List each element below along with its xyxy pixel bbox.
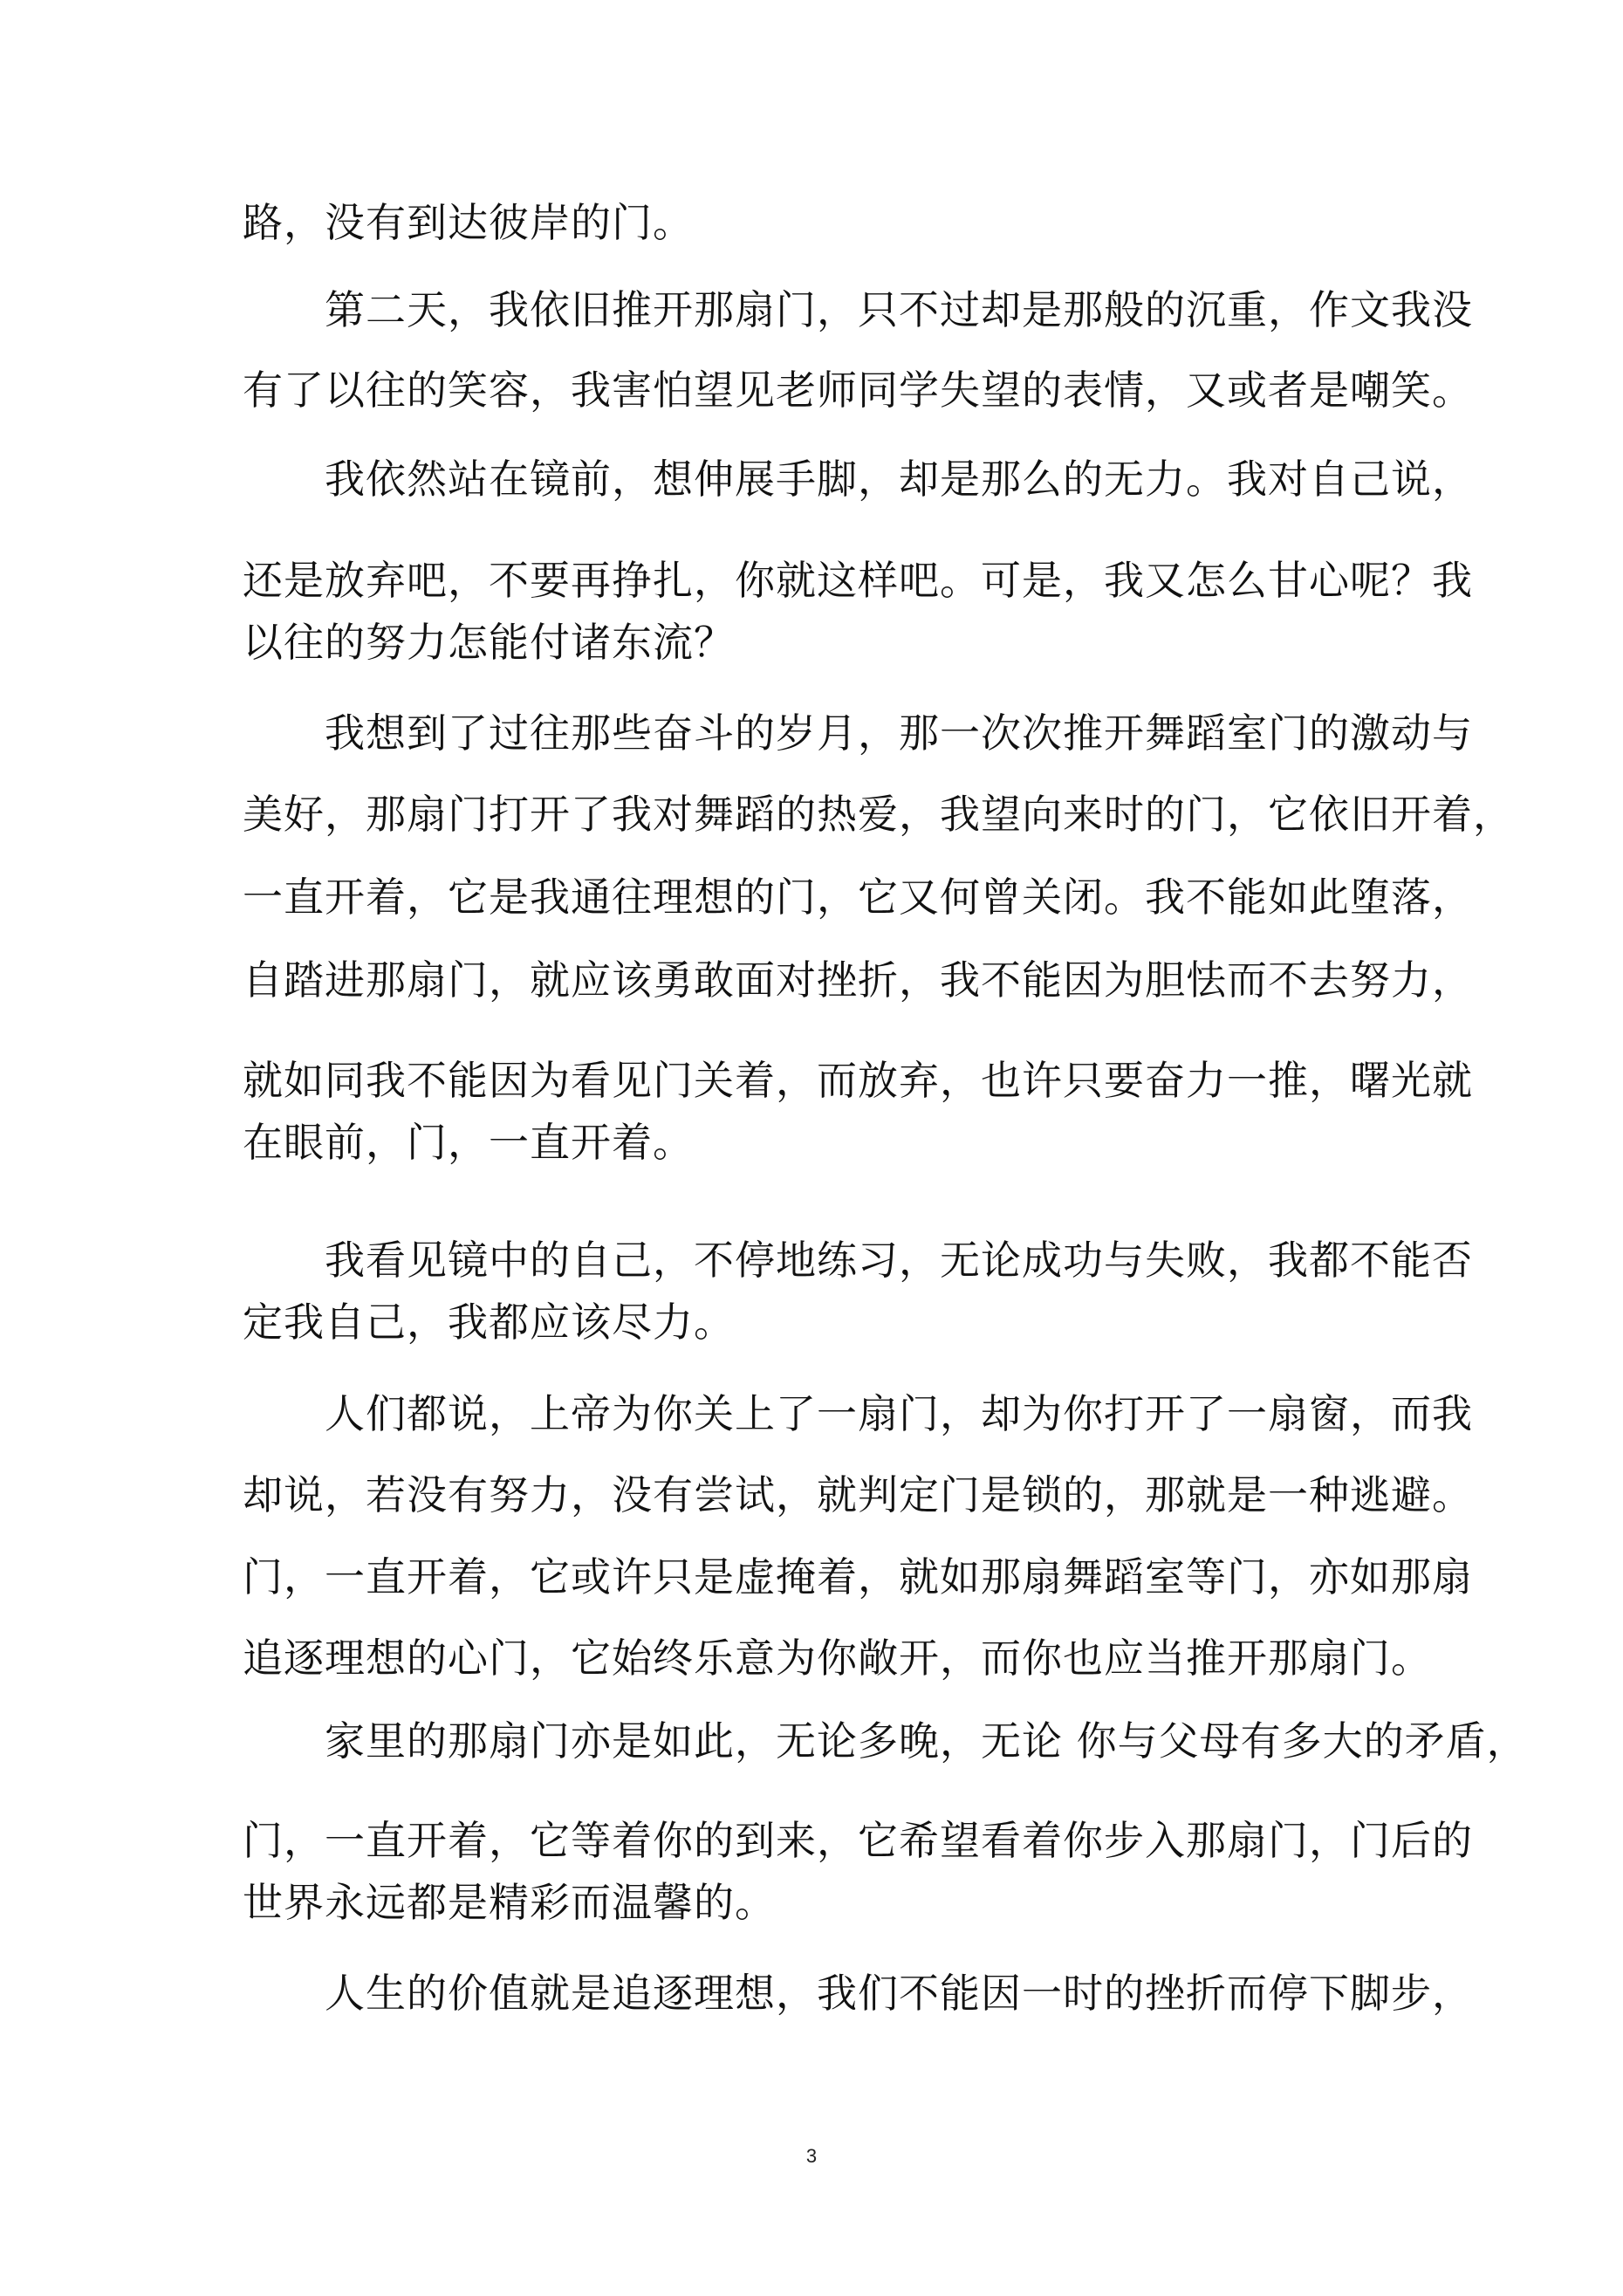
text-line: 我想到了过往那些奋斗的岁月，那一次次推开舞蹈室门的激动与 [243, 709, 1473, 757]
text-line: 却说，若没有努力，没有尝试，就判定门是锁的，那就是一种逃避。 [243, 1471, 1473, 1518]
text-line: 追逐理想的心门，它始终乐意为你敞开，而你也应当推开那扇门。 [243, 1635, 1432, 1682]
text-line: 定我自己，我都应该尽力。 [243, 1299, 735, 1346]
text-line: 门，一直开着，它等着你的到来，它希望看着你步入那扇门，门后的 [243, 1817, 1473, 1864]
text-line: 家里的那扇门亦是如此，无论多晚，无论 你与父母有多大的矛盾， [243, 1717, 1528, 1765]
text-line: 门，一直开着，它或许只是虚掩着，就如那扇舞蹈室等门，亦如那扇 [243, 1553, 1473, 1600]
text-line: 在眼前，门，一直开着。 [243, 1119, 694, 1166]
text-line: 以往的努力怎能付诸东流？ [243, 619, 735, 666]
text-line: 美好，那扇门打开了我对舞蹈的热爱，我望向来时的门，它依旧开着， [243, 791, 1514, 838]
page-number: 3 [805, 2145, 818, 2167]
text-line: 人生的价值就是追逐理想，我们不能因一时的挫折而停下脚步， [243, 1970, 1473, 2017]
text-line: 第二天，我依旧推开那扇门，只不过却是那般的沉重，作文我没 [243, 286, 1473, 333]
text-line: 自踏进那扇门，就应该勇敢面对挫折，我不能因为胆怯而不去努力， [243, 956, 1473, 1004]
text-line: 我依然站在镜前，想伸展手脚，却是那么的无力。我对自己说， [243, 456, 1473, 503]
text-line: 人们都说，上帝为你关上了一扇门，却为你打开了一扇窗，而我 [243, 1390, 1473, 1437]
text-line: 一直开着，它是我通往理想的门，它又何曾关闭。我不能如此堕落， [243, 874, 1473, 921]
text-line: 就如同我不能因为看见门关着，而放弃，也许只要奋力一推，曙光就 [243, 1057, 1473, 1104]
text-line: 路，没有到达彼岸的门。 [243, 199, 694, 246]
text-line: 我看见镜中的自己，不停地练习，无论成功与失败，我都不能否 [243, 1237, 1473, 1284]
text-line: 世界永远都是精彩而温馨的。 [243, 1879, 776, 1926]
text-line: 还是放弃吧，不要再挣扎，你就这样吧。可是，我又怎么甘心呢？我 [243, 557, 1473, 604]
text-line: 有了以往的笑容，我害怕望见老师同学失望的表情，又或者是嘲笑。 [243, 367, 1473, 414]
